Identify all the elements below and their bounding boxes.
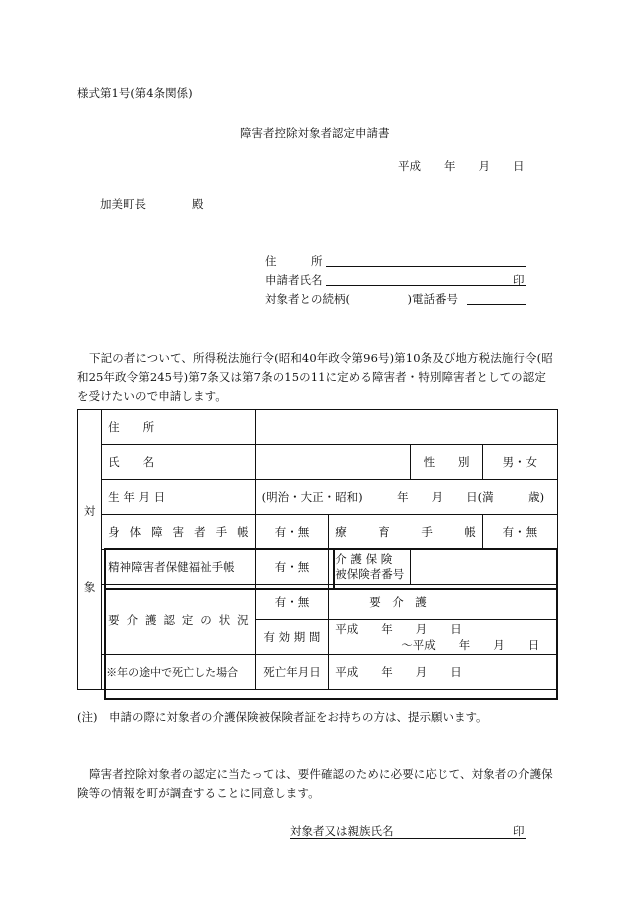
sex-label: 性 別 (411, 445, 483, 480)
target-person-table (77, 409, 558, 690)
birth-input[interactable]: (明治・大正・昭和) 年 月 日(満 歳) (255, 480, 557, 515)
care-insurance-number-label: 介 護 保 険 被保険者番号 (329, 550, 411, 585)
table-row (78, 480, 558, 515)
signature-field[interactable] (290, 825, 526, 839)
table-row (78, 550, 558, 585)
intro-paragraph: 下記の者について、所得税法施行令(昭和40年政令第96号)第10条及び地方税法施行令(昭和25年政令第245号)第7条又は第7条の15の11に定める障害者・特別障害者としての認定を受けたいので申請します。 (77, 351, 553, 403)
birth-label: 生 年 月 日 (102, 480, 255, 515)
physical-disability-choice[interactable]: 有・無 (255, 515, 329, 550)
phone-field[interactable] (467, 292, 526, 305)
table-row (78, 410, 558, 445)
address-label: 住 所 (102, 410, 255, 445)
care-level[interactable]: 要 介 護 (329, 585, 558, 620)
valid-period-input[interactable]: 平成 年 月 日 〜平成 年 月 日 (329, 620, 558, 655)
mental-disability-label: 精神障害者保健福祉手帳 (102, 550, 255, 585)
relation-phone-label: 対象者との続柄( )電話番号 (265, 292, 458, 306)
care-label-chars: 要 介 護 認 定 の 状 況 (108, 612, 249, 627)
table-row (78, 515, 558, 550)
name-label: 氏 名 (102, 445, 255, 480)
physical-disability-label (102, 515, 255, 550)
name-input[interactable] (255, 445, 411, 480)
applicant-address-label: 住 所 (265, 254, 323, 268)
table-row (78, 445, 558, 480)
death-date-label: 死亡年月日 (255, 655, 329, 690)
sex-choice[interactable]: 男・女 (482, 445, 557, 480)
care-status-choice[interactable]: 有・無 (255, 585, 329, 620)
ryoiku-label (329, 515, 483, 550)
applicant-seal: 印 (513, 273, 525, 287)
addressee: 加美町長 殿 (100, 197, 204, 211)
signature-seal: 印 (513, 824, 525, 838)
death-date-input[interactable]: 平成 年 月 日 (329, 655, 558, 690)
signature-label: 対象者又は親族氏名 (290, 824, 394, 838)
application-date: 平成 年 月 日 (398, 159, 525, 173)
valid-period-label: 有 効 期 間 (255, 620, 329, 655)
care-status-label (102, 585, 255, 655)
death-case-label: ※年の途中で死亡した場合 (102, 655, 255, 690)
ryoiku-label-chars: 療 育 手 帳 (335, 525, 476, 539)
form-number: 様式第1号(第4条関係) (77, 86, 193, 100)
document-title: 障害者控除対象者認定申請書 (240, 126, 390, 140)
care-insurance-number-input[interactable] (411, 550, 558, 585)
mental-disability-choice[interactable]: 有・無 (255, 550, 329, 585)
ryoiku-choice[interactable]: 有・無 (482, 515, 557, 550)
physical-label-chars: 身 体 障 害 者 手 帳 (108, 525, 249, 539)
consent-paragraph: 障害者控除対象者の認定に当たっては、要件確認のために必要に応じて、対象者の介護保険等の情報を町が調査することに同意します。 (77, 767, 553, 800)
table-row (78, 655, 558, 690)
table-row (78, 585, 558, 620)
applicant-name-field[interactable] (326, 273, 526, 286)
address-input[interactable] (255, 410, 557, 445)
applicant-address-field[interactable] (326, 254, 526, 267)
note: (注) 申請の際に対象者の介護保険被保険者証をお持ちの方は、提示願います。 (77, 710, 488, 724)
applicant-name-label: 申請者氏名 (265, 273, 323, 287)
target-side-label: 対 象 (78, 410, 102, 690)
